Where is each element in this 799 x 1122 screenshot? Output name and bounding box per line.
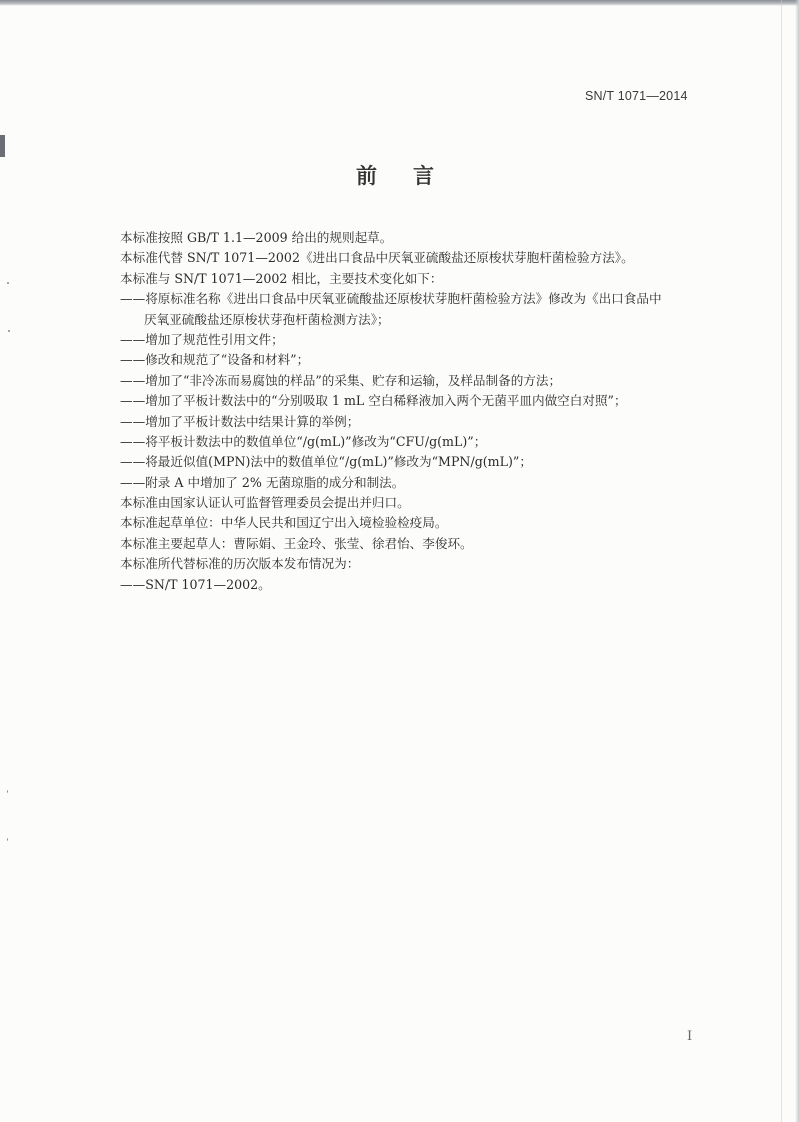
- scan-top-edge: [0, 0, 799, 6]
- paragraph-replaces: 本标准代替 SN/T 1071—2002《进出口食品中厌氧亚硫酸盐还原梭状芽胞杆菌检验方法》。: [120, 250, 634, 266]
- paragraph-drafting-rules: 本标准按照 GB/T 1.1—2009 给出的规则起草。: [120, 230, 393, 245]
- scan-fold-line: [781, 0, 782, 1122]
- change-item: ——增加了“非冷冻而易腐蚀的样品”的采集、贮存和运输，及样品制备的方法；: [120, 372, 562, 388]
- scan-speck: [8, 330, 10, 332]
- page-title: 前言: [356, 164, 470, 188]
- foreword-body: [120, 228, 710, 595]
- scan-margin-mark: [0, 135, 5, 157]
- paragraph-drafting-unit: 本标准起草单位：中华人民共和国辽宁出入境检验检疫局。: [120, 515, 448, 531]
- paragraph-changes-intro: 本标准与 SN/T 1071—2002 相比，主要技术变化如下：: [120, 270, 443, 286]
- scan-speck: [7, 282, 9, 284]
- change-item: ——将最近似值(MPN)法中的数值单位“/g(mL)”修改为“MPN/g(mL)”；: [120, 454, 532, 470]
- standard-code: SN/T 1071—2014: [585, 89, 688, 103]
- change-item: ——增加了规范性引用文件；: [120, 331, 284, 347]
- scan-speck: [7, 790, 8, 793]
- scan-speck: [7, 838, 8, 841]
- change-item: ——增加了平板计数法中的“分别吸取 1 mL 空白稀释液加入两个无菌平皿内做空白对照”；: [120, 393, 627, 409]
- change-item-title: ——将原标准名称《进出口食品中厌氧亚硫酸盐还原梭状芽胞杆菌检验方法》修改为《出口食品中: [120, 291, 662, 307]
- change-item: ——修改和规范了“设备和材料”；: [120, 352, 310, 368]
- paragraph-history-intro: 本标准所代替标准的历次版本发布情况为：: [120, 556, 360, 572]
- history-item: ——SN/T 1071—2002。: [120, 576, 271, 592]
- paragraph-proposer: 本标准由国家认证认可监督管理委员会提出并归口。: [120, 495, 410, 511]
- scan-right-edge: [795, 0, 799, 1122]
- paragraph-drafters: 本标准主要起草人：曹际娟、王金玲、张莹、徐君怡、李俊环。: [120, 535, 473, 551]
- page-number: I: [687, 1029, 693, 1044]
- change-item: ——增加了平板计数法中结果计算的举例；: [120, 413, 360, 429]
- change-item-title-continued: 厌氧亚硫酸盐还原梭状芽孢杆菌检测方法》；: [144, 311, 390, 327]
- change-item: ——将平板计数法中的数值单位“/g(mL)”修改为“CFU/g(mL)”；: [120, 433, 487, 449]
- change-item: ——附录 A 中增加了 2% 无菌琼脂的成分和制法。: [120, 474, 405, 490]
